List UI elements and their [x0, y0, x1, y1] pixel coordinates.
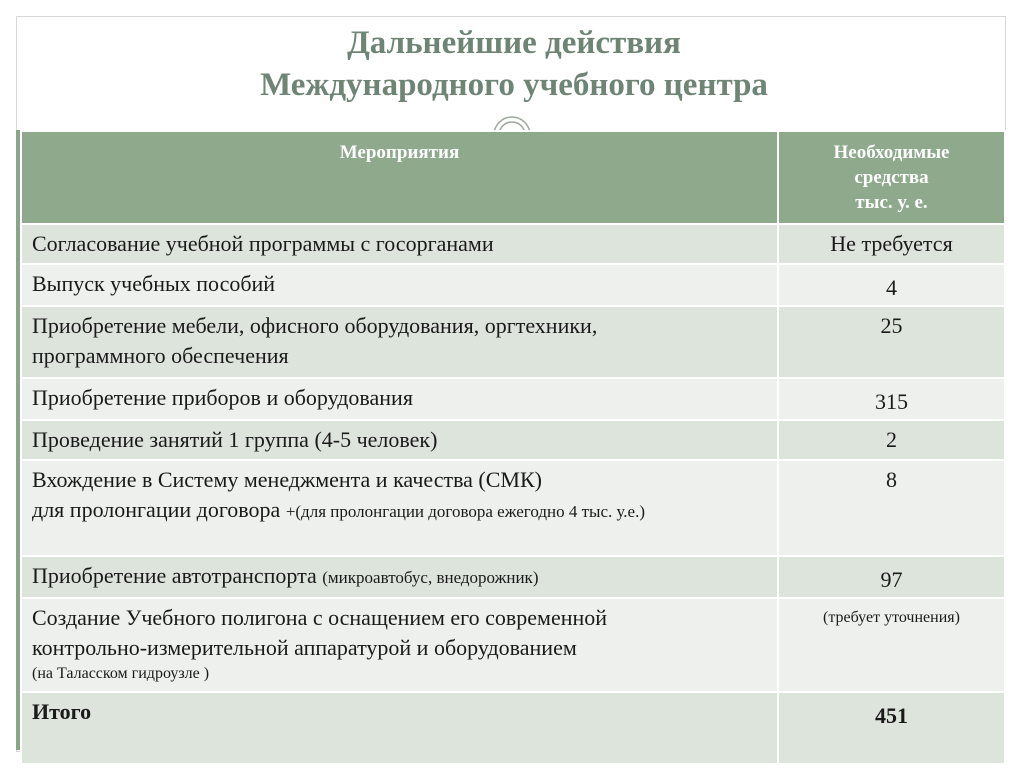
row-desc-main: для пролонгации договора: [32, 497, 281, 522]
table-row: [21, 420, 1005, 460]
table-header-row: [21, 131, 1005, 224]
row-value: 315: [778, 378, 1005, 420]
table-total-row: [21, 692, 1005, 764]
row-desc-line-2: контрольно-измерительной аппаратурой и оборудованием: [32, 635, 577, 660]
row-note: (микроавтобус, внедорожник): [322, 568, 539, 587]
row-desc: [21, 306, 778, 378]
table-row: [21, 556, 1005, 598]
total-value: 451: [778, 692, 1005, 764]
row-desc-line-1: Создание Учебного полигона с оснащением его современной: [32, 605, 608, 630]
budget-table: [20, 130, 1006, 765]
header-funds: [778, 131, 1005, 224]
row-desc: Согласование учебной программы с госорганами: [21, 224, 778, 264]
table-row: [21, 378, 1005, 420]
row-desc: Проведение занятий 1 группа (4-5 человек): [21, 420, 778, 460]
row-desc-main: Приобретение автотранспорта: [32, 563, 317, 588]
row-value: 97: [778, 556, 1005, 598]
slide-title: [16, 22, 1012, 106]
row-desc: [21, 556, 778, 598]
title-line-1: Дальнейшие действия: [347, 25, 681, 61]
row-value: 25: [778, 306, 1005, 378]
row-desc: Выпуск учебных пособий: [21, 264, 778, 306]
header-funds-line-2: средства: [854, 167, 929, 188]
row-desc-line-2: программного обеспечения: [32, 343, 289, 368]
header-funds-line-1: Необходимые: [833, 142, 950, 163]
row-desc: [21, 460, 778, 556]
row-value: 2: [778, 420, 1005, 460]
header-funds-line-3: тыс. у. е.: [855, 192, 928, 213]
table-row: [21, 460, 1005, 556]
table-row: [21, 264, 1005, 306]
table-row: [21, 224, 1005, 264]
table-row: [21, 598, 1005, 692]
row-desc-line-1: Приобретение мебели, офисного оборудования, оргтехники,: [32, 313, 598, 338]
row-note: (на Таласском гидроузле ): [32, 665, 210, 682]
header-activities: Мероприятия: [21, 131, 778, 224]
row-value: 4: [778, 264, 1005, 306]
table-row: [21, 306, 1005, 378]
row-desc: Приобретение приборов и оборудования: [21, 378, 778, 420]
title-line-2: Международного учебного центра: [260, 67, 768, 103]
row-desc: [21, 598, 778, 692]
row-value: (требует уточнения): [778, 598, 1005, 692]
row-value: Не требуется: [778, 224, 1005, 264]
row-desc-line-2: [32, 495, 767, 525]
row-desc-line-1: Вхождение в Систему менеджмента и качества (СМК): [32, 467, 542, 492]
row-value: 8: [778, 460, 1005, 556]
total-label: Итого: [21, 692, 778, 764]
row-note: +(для пролонгации договора ежегодно 4 тыс. у.е.): [285, 502, 646, 521]
